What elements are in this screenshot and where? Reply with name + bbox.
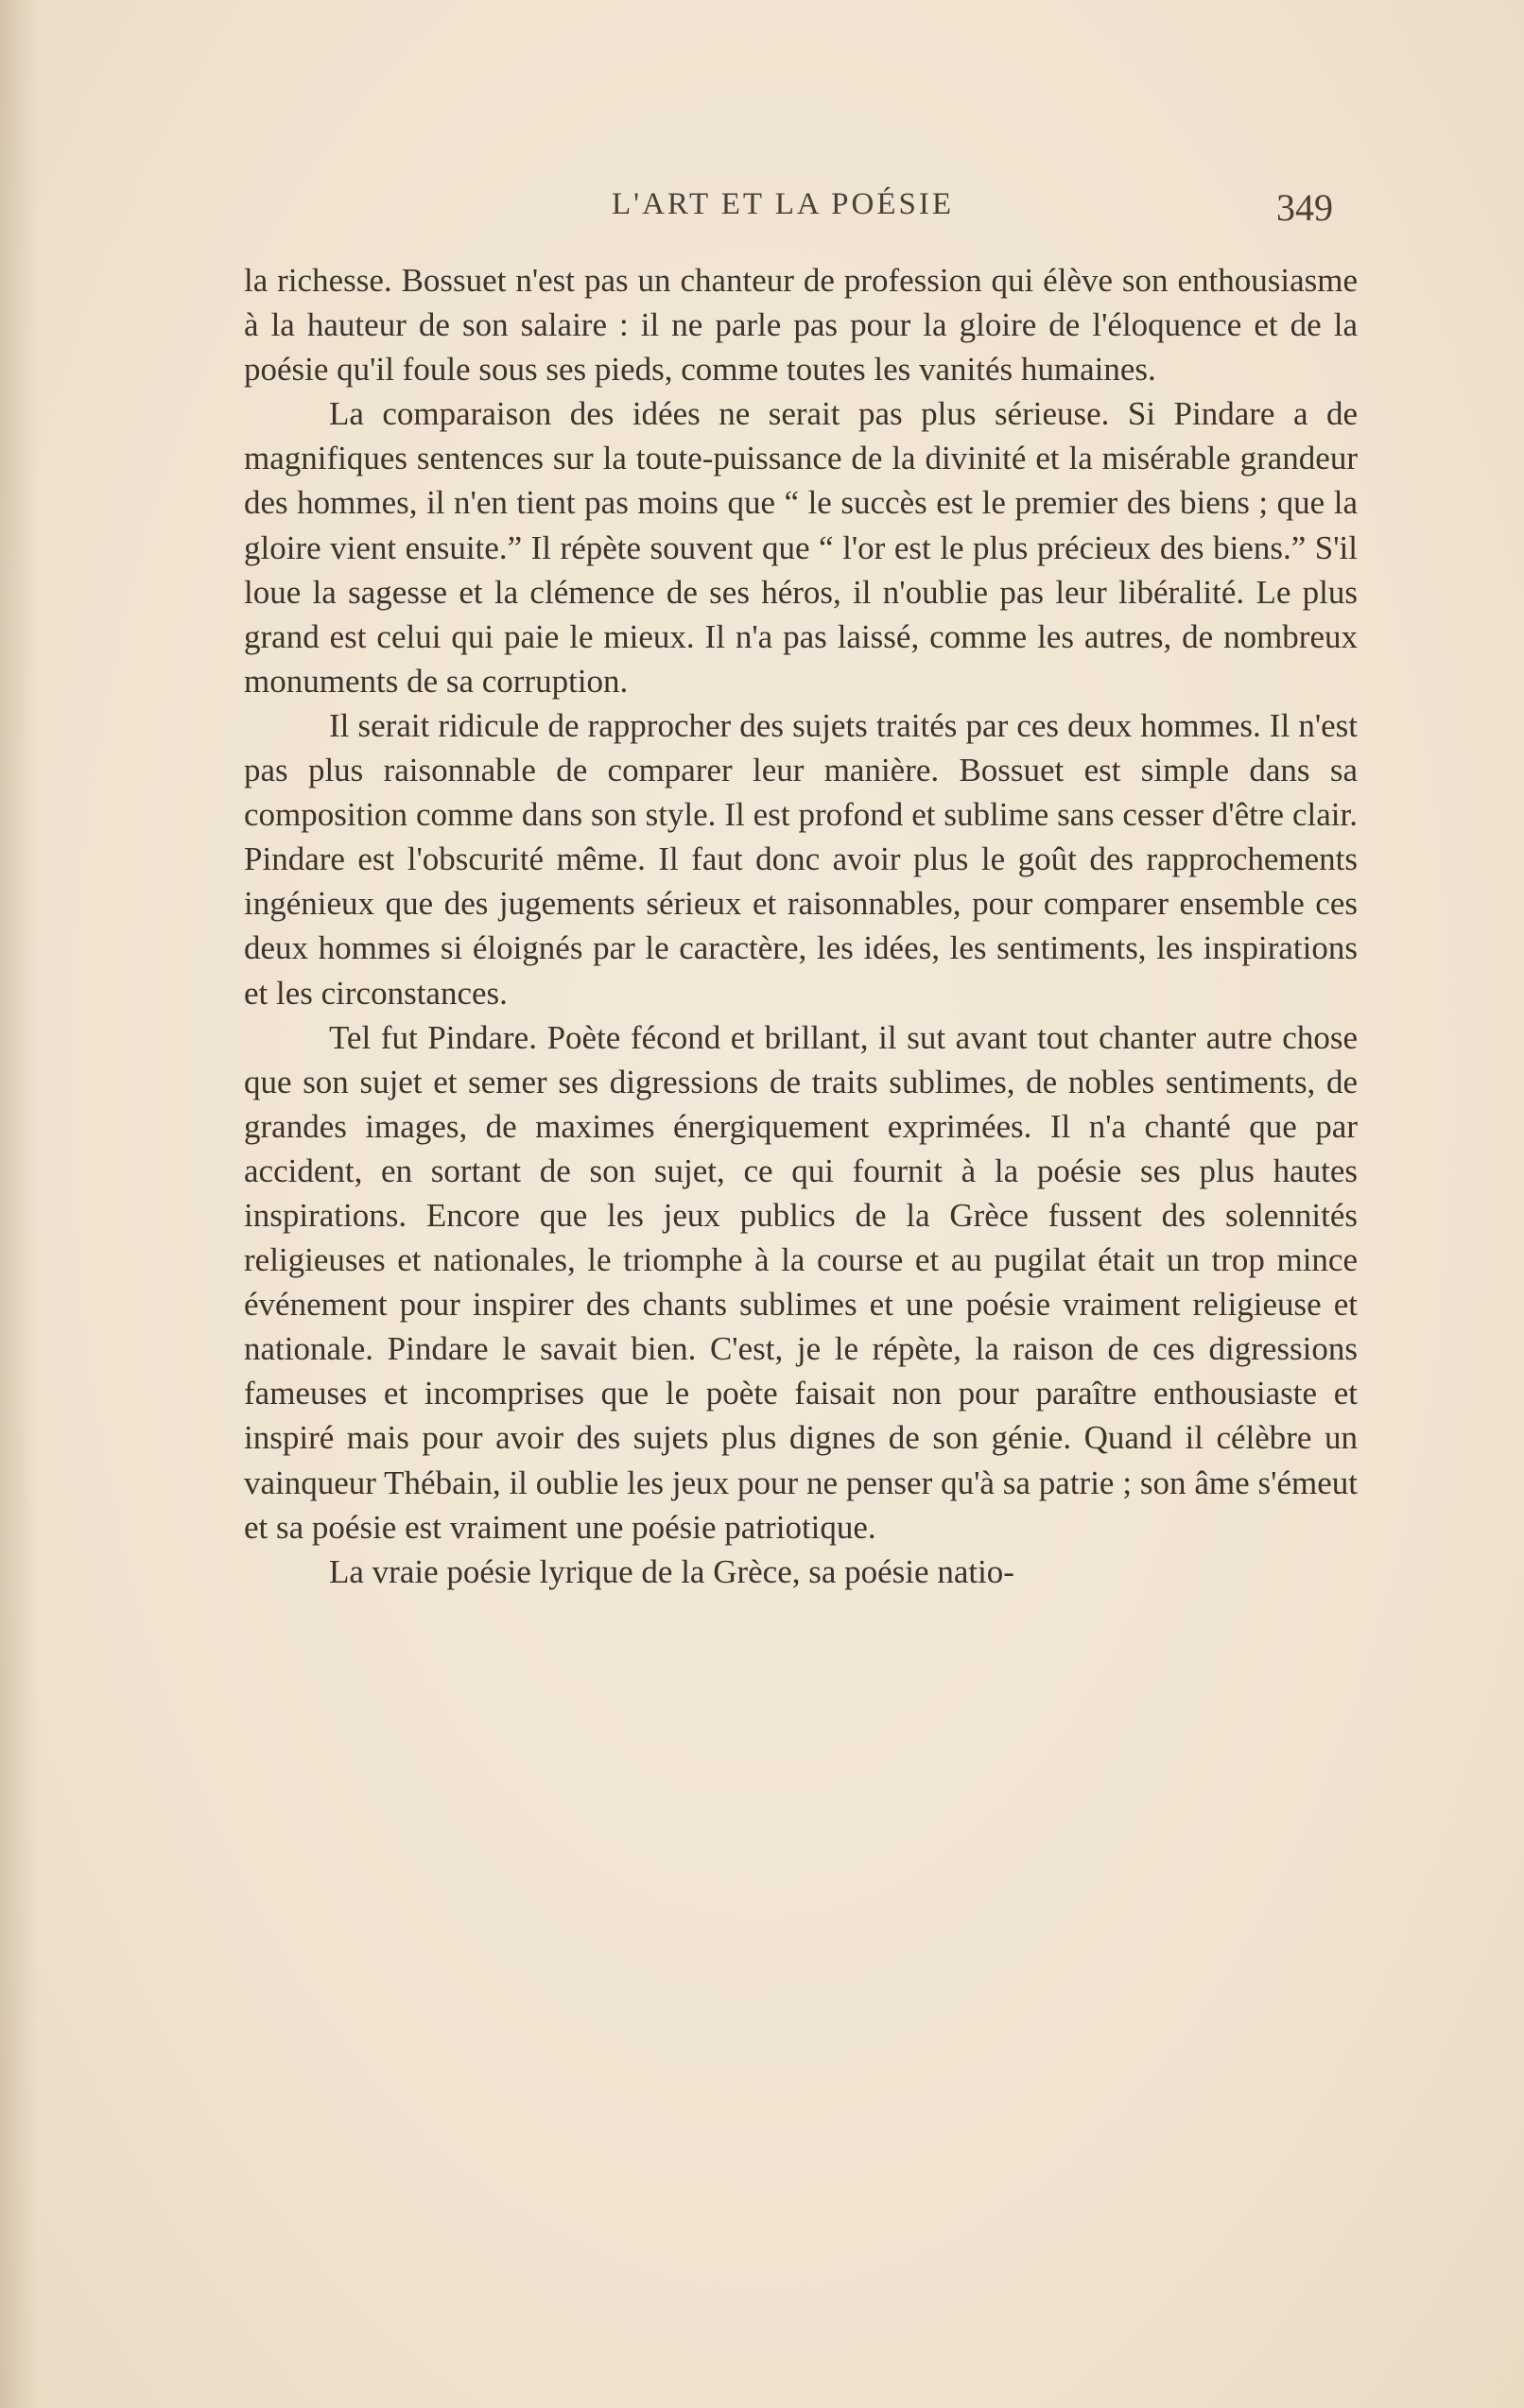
paragraph: Tel fut Pindare. Poète fécond et brillant, il sut avant tout chanter autre chose que son sujet et semer ses digressions de traits sublimes, de nobles sentiments, de grandes images, de maximes énergiquement exprimées. Il n'a chanté que par accident, en sortant de son sujet, ce qui fournit à la poésie ses plus hautes inspirations. Encore que les jeux publics de la Grèce fussent des solennités religieuses et nationales, le triomphe à la course et au pugilat était un trop mince événement pour inspirer des chants sublimes et une poésie vraiment religieuse et nationale. Pindare le savait bien. C'est, je le répète, la raison de ces digressions fameuses et incomprises que le poète faisait non pour paraître enthousiaste et inspiré mais pour avoir des sujets plus dignes de son génie. Quand il célèbre un vainqueur Thébain, il oublie les jeux pour ne penser qu'à sa patrie ; son âme s'émeut et sa poésie est vraiment une poésie patriotique. — [244, 1018, 1358, 1546]
paragraph-continued: la richesse. Bossuet n'est pas un chanteur de profession qui élève son enthousiasme à la hauteur de son salaire : il ne parle pas pour la gloire de l'éloquence et de la poésie qu'il foule sous ses pieds, comme toutes les vanités humaines. — [244, 262, 1358, 389]
running-header — [0, 187, 1524, 244]
paragraph: La comparaison des idées ne serait pas plus sérieuse. Si Pindare a de magnifiques sentences sur la toute-puissance de la divinité et la misérable grandeur des hommes, il n'en tient pas moins que “ le succès est le premier des biens ; que la gloire vient ensuite.” Il répète souvent que “ l'or est le plus précieux des biens.” S'il loue la sagesse et la clémence de ses héros, il n'oublie pas leur libéralité. Le plus grand est celui qui paie le mieux. Il n'a pas laissé, comme les autres, de nombreux monuments de sa corruption. — [244, 395, 1358, 700]
body-text — [244, 258, 1358, 1594]
binding-shadow — [0, 0, 38, 2408]
page-number: 349 — [1276, 186, 1333, 229]
running-title: L'ART ET LA POÉSIE — [612, 187, 955, 221]
paragraph: Il serait ridicule de rapprocher des sujets traités par ces deux hommes. Il n'est pas plus raisonnable de comparer leur manière. Bossuet est simple dans sa composition comme dans son style. Il est profond et sublime sans cesser d'être clair. Pindare est l'obscurité même. Il faut donc avoir plus le goût des rapprochements ingénieux que des jugements sérieux et raisonnables, pour comparer ensemble ces deux hommes si éloignés par le caractère, les idées, les sentiments, les inspirations et les circonstances. — [244, 706, 1358, 1012]
paragraph-final: La vraie poésie lyrique de la Grèce, sa poésie natio- — [329, 1552, 1014, 1590]
